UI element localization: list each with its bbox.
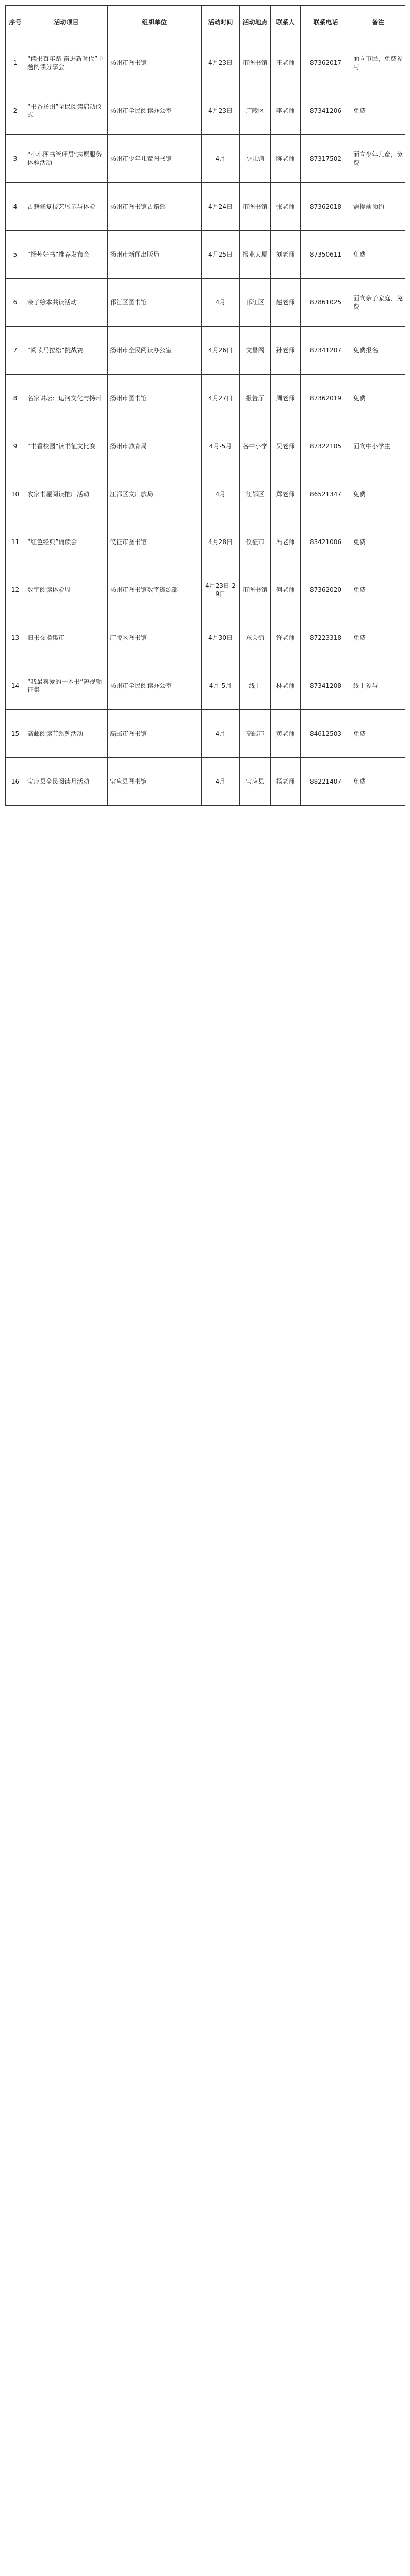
cell-phone: 87362019 bbox=[301, 375, 351, 422]
cell-phone: 87317502 bbox=[301, 135, 351, 183]
header-organizer: 组织单位 bbox=[108, 6, 202, 39]
cell-place: 文昌阁 bbox=[240, 327, 271, 375]
cell-place: 少儿馆 bbox=[240, 135, 271, 183]
cell-place: 各中小学 bbox=[240, 422, 271, 470]
cell-organizer: 扬州市图书馆 bbox=[108, 39, 202, 87]
table-row bbox=[6, 710, 405, 758]
cell-place: 线上 bbox=[240, 662, 271, 710]
cell-no: 3 bbox=[6, 135, 25, 183]
cell-note: 线上参与 bbox=[351, 662, 405, 710]
cell-note: 免费报名 bbox=[351, 327, 405, 375]
cell-time: 4月 bbox=[202, 279, 240, 327]
cell-place: 宝应县 bbox=[240, 758, 271, 806]
cell-contact: 许老师 bbox=[271, 614, 301, 662]
cell-time: 4月30日 bbox=[202, 614, 240, 662]
table-row bbox=[6, 518, 405, 566]
cell-note: 免费 bbox=[351, 518, 405, 566]
cell-no: 10 bbox=[6, 470, 25, 518]
cell-organizer: 扬州市少年儿童图书馆 bbox=[108, 135, 202, 183]
cell-phone: 87223318 bbox=[301, 614, 351, 662]
cell-organizer: 邗江区图书馆 bbox=[108, 279, 202, 327]
activity-schedule-sheet bbox=[5, 5, 405, 806]
cell-no: 13 bbox=[6, 614, 25, 662]
cell-no: 5 bbox=[6, 231, 25, 279]
cell-note: 免费 bbox=[351, 710, 405, 758]
cell-note: 免费 bbox=[351, 470, 405, 518]
cell-note: 免费 bbox=[351, 614, 405, 662]
header-time: 活动时间 bbox=[202, 6, 240, 39]
cell-contact: 孙老师 bbox=[271, 327, 301, 375]
cell-no: 2 bbox=[6, 87, 25, 135]
table-row bbox=[6, 662, 405, 710]
table-row bbox=[6, 87, 405, 135]
cell-note: 面向市民，免费参与 bbox=[351, 39, 405, 87]
cell-place: 报告厅 bbox=[240, 375, 271, 422]
cell-phone: 87362018 bbox=[301, 183, 351, 231]
cell-activity: 古籍修复技艺展示与体验 bbox=[25, 183, 108, 231]
cell-organizer: 扬州市教育局 bbox=[108, 422, 202, 470]
cell-phone: 87341206 bbox=[301, 87, 351, 135]
cell-note: 免费 bbox=[351, 87, 405, 135]
cell-organizer: 仪征市图书馆 bbox=[108, 518, 202, 566]
header-contact: 联系人 bbox=[271, 6, 301, 39]
cell-no: 15 bbox=[6, 710, 25, 758]
cell-place: 仪征市 bbox=[240, 518, 271, 566]
cell-time: 4月 bbox=[202, 470, 240, 518]
cell-phone: 88221407 bbox=[301, 758, 351, 806]
cell-phone: 87341208 bbox=[301, 662, 351, 710]
cell-activity: “书香校园”读书征文比赛 bbox=[25, 422, 108, 470]
cell-phone: 84612503 bbox=[301, 710, 351, 758]
cell-activity: “读书百年路 奋进新时代”主题阅读分享会 bbox=[25, 39, 108, 87]
cell-contact: 张老师 bbox=[271, 183, 301, 231]
cell-note: 免费 bbox=[351, 758, 405, 806]
table-row bbox=[6, 183, 405, 231]
header-activity: 活动项目 bbox=[25, 6, 108, 39]
cell-time: 4月27日 bbox=[202, 375, 240, 422]
cell-activity: 宝应县全民阅读月活动 bbox=[25, 758, 108, 806]
cell-contact: 李老师 bbox=[271, 87, 301, 135]
cell-activity: 旧书交换集市 bbox=[25, 614, 108, 662]
cell-contact: 赵老师 bbox=[271, 279, 301, 327]
table-row bbox=[6, 758, 405, 806]
cell-note: 面向中小学生 bbox=[351, 422, 405, 470]
cell-phone: 83421006 bbox=[301, 518, 351, 566]
cell-contact: 冯老师 bbox=[271, 518, 301, 566]
table-row bbox=[6, 422, 405, 470]
cell-time: 4月23日 bbox=[202, 87, 240, 135]
cell-activity: “我最喜爱的一本书”短视频征集 bbox=[25, 662, 108, 710]
table-body bbox=[6, 39, 405, 806]
cell-phone: 87362020 bbox=[301, 566, 351, 614]
cell-time: 4月 bbox=[202, 710, 240, 758]
cell-organizer: 扬州市图书馆古籍部 bbox=[108, 183, 202, 231]
cell-organizer: 江都区文广旅局 bbox=[108, 470, 202, 518]
cell-contact: 何老师 bbox=[271, 566, 301, 614]
cell-no: 11 bbox=[6, 518, 25, 566]
cell-contact: 周老师 bbox=[271, 375, 301, 422]
cell-place: 江都区 bbox=[240, 470, 271, 518]
table-row bbox=[6, 39, 405, 87]
cell-contact: 陈老师 bbox=[271, 135, 301, 183]
cell-no: 16 bbox=[6, 758, 25, 806]
cell-place: 高邮市 bbox=[240, 710, 271, 758]
cell-time: 4月 bbox=[202, 758, 240, 806]
table-row bbox=[6, 327, 405, 375]
cell-activity: 亲子绘本共读活动 bbox=[25, 279, 108, 327]
cell-contact: 吴老师 bbox=[271, 422, 301, 470]
cell-contact: 黄老师 bbox=[271, 710, 301, 758]
cell-organizer: 高邮市图书馆 bbox=[108, 710, 202, 758]
cell-place: 市图书馆 bbox=[240, 566, 271, 614]
cell-time: 4月24日 bbox=[202, 183, 240, 231]
cell-time: 4月23日 bbox=[202, 39, 240, 87]
cell-note: 面向亲子家庭，免费 bbox=[351, 279, 405, 327]
table-row bbox=[6, 231, 405, 279]
cell-place: 广陵区 bbox=[240, 87, 271, 135]
cell-contact: 刘老师 bbox=[271, 231, 301, 279]
cell-time: 4月 bbox=[202, 135, 240, 183]
cell-note: 面向少年儿童，免费 bbox=[351, 135, 405, 183]
cell-contact: 王老师 bbox=[271, 39, 301, 87]
header-no: 序号 bbox=[6, 6, 25, 39]
cell-activity: “红色经典”诵读会 bbox=[25, 518, 108, 566]
cell-no: 6 bbox=[6, 279, 25, 327]
cell-contact: 郑老师 bbox=[271, 470, 301, 518]
header-note: 备注 bbox=[351, 6, 405, 39]
cell-organizer: 宝应县图书馆 bbox=[108, 758, 202, 806]
cell-time: 4月26日 bbox=[202, 327, 240, 375]
cell-contact: 林老师 bbox=[271, 662, 301, 710]
cell-activity: “小小图书管理员”志愿服务体验活动 bbox=[25, 135, 108, 183]
cell-phone: 87341207 bbox=[301, 327, 351, 375]
table-row bbox=[6, 470, 405, 518]
cell-note: 需提前预约 bbox=[351, 183, 405, 231]
cell-contact: 杨老师 bbox=[271, 758, 301, 806]
cell-time: 4月-5月 bbox=[202, 662, 240, 710]
cell-activity: “书香扬州”全民阅读启动仪式 bbox=[25, 87, 108, 135]
cell-note: 免费 bbox=[351, 566, 405, 614]
activity-table bbox=[5, 5, 405, 806]
cell-time: 4月-5月 bbox=[202, 422, 240, 470]
cell-organizer: 扬州市新闻出版局 bbox=[108, 231, 202, 279]
cell-phone: 87350611 bbox=[301, 231, 351, 279]
cell-organizer: 扬州市全民阅读办公室 bbox=[108, 87, 202, 135]
table-row bbox=[6, 614, 405, 662]
cell-activity: 名家讲坛：运河文化与扬州 bbox=[25, 375, 108, 422]
cell-no: 9 bbox=[6, 422, 25, 470]
cell-organizer: 扬州市全民阅读办公室 bbox=[108, 327, 202, 375]
cell-time: 4月25日 bbox=[202, 231, 240, 279]
table-row bbox=[6, 566, 405, 614]
cell-activity: 农家书屋阅读推广活动 bbox=[25, 470, 108, 518]
cell-activity: “扬州好书”推荐发布会 bbox=[25, 231, 108, 279]
table-row bbox=[6, 375, 405, 422]
cell-time: 4月28日 bbox=[202, 518, 240, 566]
table-row bbox=[6, 279, 405, 327]
table-row bbox=[6, 135, 405, 183]
cell-place: 邗江区 bbox=[240, 279, 271, 327]
cell-no: 1 bbox=[6, 39, 25, 87]
header-phone: 联系电话 bbox=[301, 6, 351, 39]
cell-phone: 87861025 bbox=[301, 279, 351, 327]
cell-place: 市图书馆 bbox=[240, 39, 271, 87]
cell-organizer: 广陵区图书馆 bbox=[108, 614, 202, 662]
table-header-row bbox=[6, 6, 405, 39]
cell-place: 报业大厦 bbox=[240, 231, 271, 279]
cell-activity: 高邮阅读节系列活动 bbox=[25, 710, 108, 758]
cell-time: 4月23日-29日 bbox=[202, 566, 240, 614]
cell-no: 12 bbox=[6, 566, 25, 614]
cell-note: 免费 bbox=[351, 231, 405, 279]
cell-no: 8 bbox=[6, 375, 25, 422]
cell-organizer: 扬州市图书馆 bbox=[108, 375, 202, 422]
cell-place: 市图书馆 bbox=[240, 183, 271, 231]
cell-no: 7 bbox=[6, 327, 25, 375]
cell-no: 14 bbox=[6, 662, 25, 710]
cell-note: 免费 bbox=[351, 375, 405, 422]
cell-organizer: 扬州市图书馆数字资源部 bbox=[108, 566, 202, 614]
header-place: 活动地点 bbox=[240, 6, 271, 39]
cell-no: 4 bbox=[6, 183, 25, 231]
cell-phone: 87362017 bbox=[301, 39, 351, 87]
cell-phone: 87322105 bbox=[301, 422, 351, 470]
cell-place: 东关街 bbox=[240, 614, 271, 662]
cell-activity: 数字阅读体验周 bbox=[25, 566, 108, 614]
cell-activity: “阅读马拉松”挑战赛 bbox=[25, 327, 108, 375]
cell-organizer: 扬州市全民阅读办公室 bbox=[108, 662, 202, 710]
cell-phone: 86521347 bbox=[301, 470, 351, 518]
